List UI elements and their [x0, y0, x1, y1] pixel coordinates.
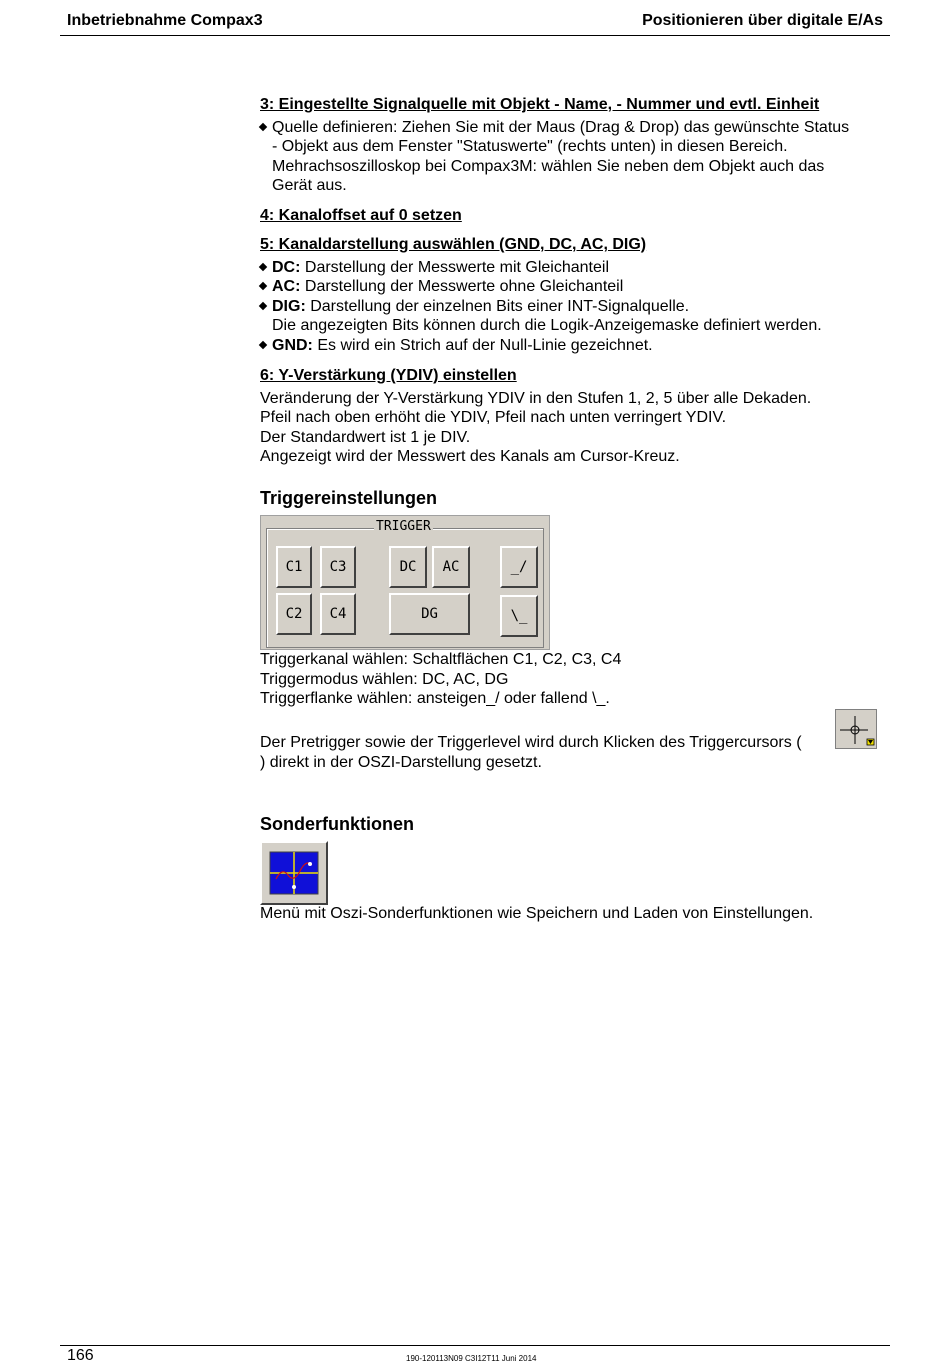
trigger-panel: [260, 515, 550, 650]
section-5-item-dig: [260, 297, 900, 336]
special-functions-icon: [262, 843, 326, 903]
special-heading: Sonderfunktionen: [260, 814, 414, 834]
section-3-line: Mehrachsoszilloskop bei Compax3M: wählen Sie neben dem Objekt auch das: [272, 157, 825, 175]
trigger-c4-button[interactable]: C4: [320, 593, 356, 635]
trigger-c3-button[interactable]: C3: [320, 546, 356, 588]
section-3-bullet: [260, 118, 900, 196]
section-3-title: 3: Eingestellte Signalquelle mit Objekt - Name, - Nummer und evtl. Einheit: [260, 96, 820, 113]
special-functions-button[interactable]: [260, 841, 328, 905]
item-text: Darstellung der Messwerte mit Gleichanteil: [300, 258, 609, 276]
section-4-title: 4: Kanaloffset auf 0 setzen: [260, 207, 462, 224]
trigger-dg-button[interactable]: DG: [389, 593, 470, 635]
pretrigger-text: [260, 733, 900, 772]
item-key: GND:: [272, 336, 313, 354]
header-divider: [60, 35, 890, 36]
trigger-description: [260, 650, 900, 709]
trigger-falling-edge-button[interactable]: \_: [500, 595, 538, 637]
item-continuation: Die angezeigten Bits können durch die Logik-Anzeigemaske definiert werden.: [272, 317, 822, 335]
trigger-line: Triggerflanke wählen: ansteigen_/ oder fallend \_.: [260, 690, 610, 708]
document-id: 190-120113N09 C3I12T11 Juni 2014: [406, 1354, 537, 1363]
section-3-line: Quelle definieren: Ziehen Sie mit der Maus (Drag & Drop) das gewünschte Status: [272, 118, 850, 136]
section-6-line: Angezeigt wird der Messwert des Kanals am Cursor-Kreuz.: [260, 448, 680, 466]
bullet-diamond-icon: [259, 122, 267, 130]
trigger-cursor-icon: [835, 709, 877, 749]
bullet-diamond-icon: [259, 282, 267, 290]
bullet-diamond-icon: [259, 302, 267, 310]
pretrigger-line-2: ) direkt in der OSZI-Darstellung gesetzt.: [260, 753, 542, 771]
bullet-diamond-icon: [259, 262, 267, 270]
item-text: Darstellung der Messwerte ohne Gleichanteil: [300, 278, 624, 296]
page-number: 166: [67, 1347, 94, 1364]
trigger-c1-button[interactable]: C1: [276, 546, 312, 588]
section-5-item-dc: [260, 258, 900, 278]
trigger-rising-edge-button[interactable]: _/: [500, 546, 538, 588]
item-text: Es wird ein Strich auf der Null-Linie gezeichnet.: [312, 336, 653, 354]
trigger-panel-title: TRIGGER: [376, 519, 431, 534]
trigger-line: Triggerkanal wählen: Schaltflächen C1, C2, C3, C4: [260, 651, 622, 668]
section-3: [260, 95, 900, 196]
section-6-line: Veränderung der Y-Verstärkung YDIV in den Stufen 1, 2, 5 über alle Dekaden.: [260, 389, 812, 407]
trigger-ac-button[interactable]: AC: [432, 546, 470, 588]
section-5: [260, 235, 900, 356]
special-description: Menü mit Oszi-Sonderfunktionen wie Speichern und Laden von Einstellungen.: [260, 905, 814, 922]
trigger-heading: Triggereinstellungen: [260, 488, 438, 508]
trigger-c2-button[interactable]: C2: [276, 593, 312, 635]
item-key: DIG:: [272, 297, 306, 315]
section-5-item-gnd: [260, 336, 900, 356]
footer-divider: [60, 1345, 890, 1346]
trigger-line: Triggermodus wählen: DC, AC, DG: [260, 670, 509, 688]
section-3-line: Gerät aus.: [272, 177, 347, 195]
section-6-line: Der Standardwert ist 1 je DIV.: [260, 428, 471, 446]
item-key: AC:: [272, 278, 301, 296]
section-6-line: Pfeil nach oben erhöht die YDIV, Pfeil nach unten verringert YDIV.: [260, 409, 727, 427]
section-5-title: 5: Kanaldarstellung auswählen (GND, DC, AC, DIG): [260, 236, 647, 253]
header-left-title: Inbetriebnahme Compax3: [67, 12, 263, 29]
section-5-item-ac: [260, 277, 900, 297]
item-text: Darstellung der einzelnen Bits einer INT-Signalquelle.: [305, 297, 690, 315]
section-6: [260, 366, 900, 467]
pretrigger-line-1: Der Pretrigger sowie der Triggerlevel wird durch Klicken des Triggercursors (: [260, 734, 802, 751]
section-6-title: 6: Y-Verstärkung (YDIV) einstellen: [260, 367, 517, 384]
section-3-line: - Objekt aus dem Fenster "Statuswerte" (rechts unten) in diesen Bereich.: [272, 138, 788, 156]
header-right-title: Positionieren über digitale E/As: [642, 12, 883, 29]
bullet-diamond-icon: [259, 341, 267, 349]
trigger-dc-button[interactable]: DC: [389, 546, 427, 588]
section-4: [260, 206, 900, 229]
item-key: DC:: [272, 258, 301, 276]
